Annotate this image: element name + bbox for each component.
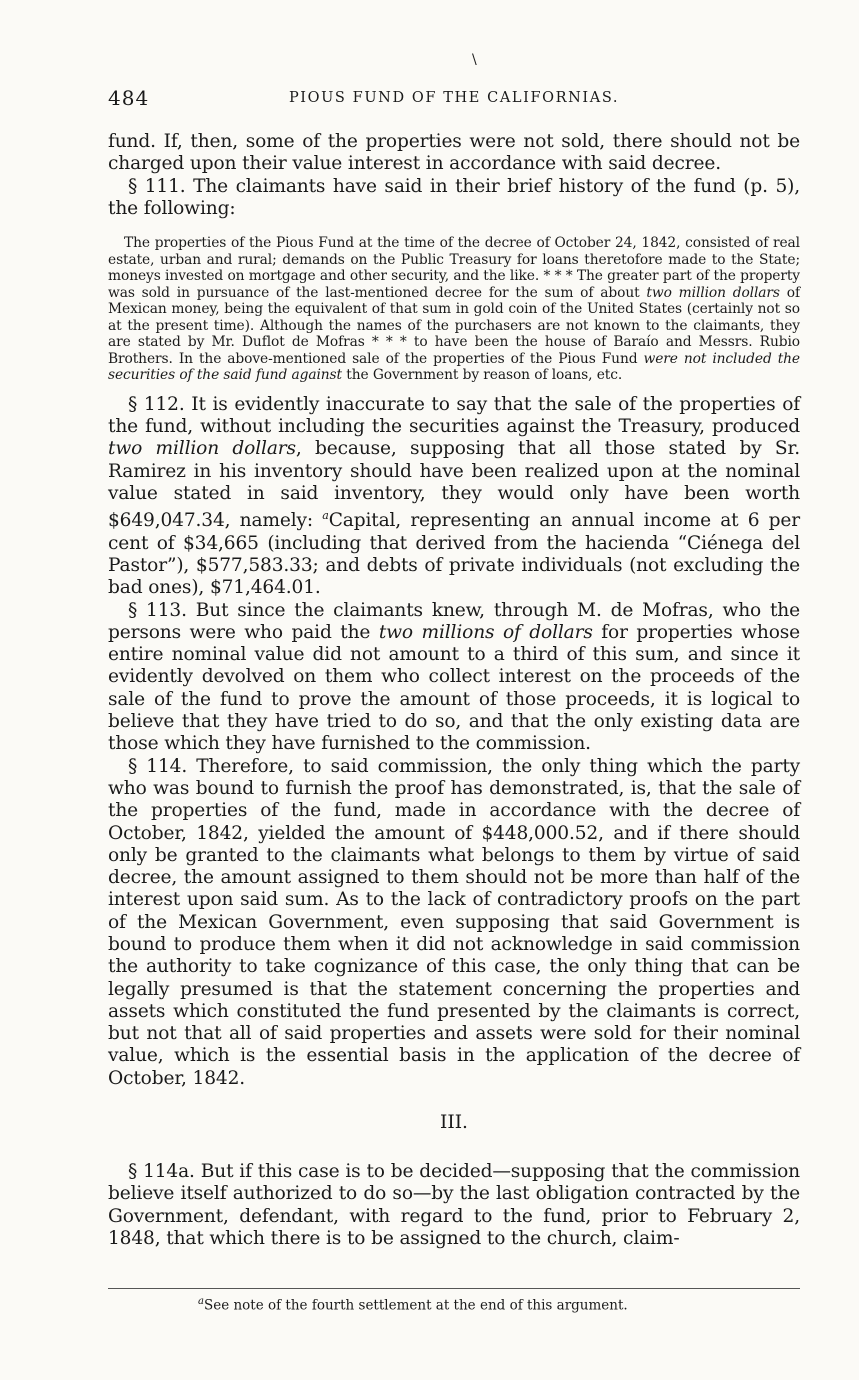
footnote — [198, 1296, 628, 1314]
p112-text-3: Capital, representing an annual income at 6 per cent of $34,665 (including that derived from the hacienda “Ciénega del Pastor”), $577,583.33; and debts of private individuals (not excluding the bad ones), $71,464.01. — [108, 510, 800, 599]
p113-text-1: § 113. But since the claimants knew, through M. de Mofras, who the persons were who paid the — [108, 599, 800, 643]
block-quote — [108, 235, 800, 384]
paragraph-113 — [108, 600, 800, 756]
quote-text-3: the Government by reason of loans, etc. — [341, 367, 623, 384]
page-body — [108, 131, 800, 1250]
paragraph-111: § 111. The claimants have said in their brief history of the fund (p. 5), the following: — [108, 175, 800, 219]
quote-italic-1: two million dollars — [646, 284, 780, 301]
p112-text-1: § 112. It is evidently inaccurate to say that the sale of the properties of the fund, without including the securities against the Treasury, produced — [108, 393, 800, 437]
paragraph-114a: § 114a. But if this case is to be decided—supposing that the commission believe itself authorized to do so—by the last obligation contracted by the Government, defendant, with regard to the fund, prior to February 2, 1848, that which there is to be assigned to the church, claim- — [108, 1161, 800, 1249]
p113-italic: two millions of dollars — [378, 621, 593, 643]
page-number: 484 — [108, 86, 150, 110]
paragraph-112 — [108, 394, 800, 600]
quote-text-2: of Mexican money, being the equivalent of that sum in gold coin of the United States (certainly not so at the present time). Although the names of the purchasers are not known to the claimants, they are stated by Mr. Duflot de Mofras * * * to have been the house of Baraío and Messrs. Rubio Brothers. In the above-mentioned sale of the properties of the Pious Fund — [108, 284, 800, 367]
paragraph-114: § 114. Therefore, to said commission, the only thing which the party who was bound to furnish the proof has demonstrated, is, that the sale of the properties of the fund, made in accordance with the decree of October, 1842, yielded the amount of $448,000.52, and if there should only be granted to the claimants what belongs to them by virtue of said decree, the amount assigned to them should not be more than half of the interest upon said sum. As to the lack of contradictory proofs on the part of the Mexican Government, even supposing that said Government is bound to produce them when it did not acknowledge in said commission the authority to take cognizance of this case, the only thing that can be legally presumed is that the statement concerning the properties and assets which constituted the fund presented by the claimants is correct, but not that all of said properties and assets were sold for their nominal value, which is the essential basis in the application of the decree of October, 1842. — [108, 755, 800, 1089]
stray-mark: \ — [472, 52, 477, 68]
quote-text-1: The properties of the Pious Fund at the time of the decree of October 24, 1842, consisted of real estate, urban and rural; demands on the Public Treasury for loans theretofore made to the State; moneys invested on mortgage and other security, and the like. * * * The greater part of the property was sold in pursuance of the last-mentioned decree for the sum of about — [108, 235, 800, 301]
footnote-ref: a — [322, 509, 329, 523]
footnote-text: See note of the fourth settlement at the end of this argument. — [203, 1297, 628, 1314]
running-header — [108, 86, 800, 112]
quote-italic-2: were not included the securities of the said fund against — [108, 350, 800, 384]
footnote-rule — [108, 1288, 800, 1289]
running-title: PIOUS FUND OF THE CALIFORNIAS. — [288, 90, 620, 106]
p113-text-2: for properties whose entire nominal value did not amount to a third of this sum, and since it evidently devolved on them who collect interest on the proceeds of the sale of the fund to prove the amount of those proceeds, it is logical to believe that they have tried to do so, and that the only existing data are those which they have furnished to the commission. — [108, 621, 801, 755]
footnote-marker: a — [198, 1296, 204, 1307]
paragraph-continuation: fund. If, then, some of the properties were not sold, there should not be charged upon their value interest in accordance with said decree. — [108, 131, 800, 175]
section-heading: III. — [440, 1112, 468, 1134]
p112-text-2: , because, supposing that all those stated by Sr. Ramirez in his inventory should have been realized upon at the nominal value stated in said inventory, they would only have been worth $649,047.34, namely: — [108, 438, 800, 532]
p112-italic: two million dollars — [108, 438, 296, 460]
